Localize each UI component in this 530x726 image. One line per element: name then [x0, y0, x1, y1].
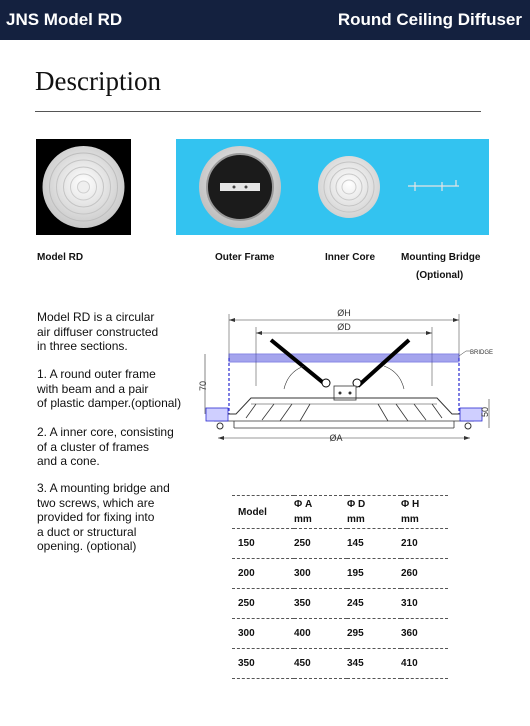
mounting-bridge-image [408, 180, 459, 191]
cell-phi-d: 195 [347, 568, 364, 579]
spec-table [232, 495, 448, 679]
cell-phi-h: 360 [401, 628, 418, 639]
cell-model: 300 [238, 628, 255, 639]
components-photo [176, 139, 489, 235]
caption-mounting-bridge: Mounting Bridge [401, 252, 481, 263]
cross-section-drawing [196, 306, 496, 456]
dim-d-label: ØD [337, 322, 351, 332]
spec-table-header [232, 496, 448, 529]
product-name: Round Ceiling Diffuser [337, 10, 522, 29]
cell-model: 350 [238, 658, 255, 669]
description-item-1: 1. A round outer frame with beam and a pair of plastic damper.(optional) [37, 367, 182, 410]
cell-phi-d: 145 [347, 538, 364, 549]
table-row [232, 619, 448, 649]
cell-phi-d: 295 [347, 628, 364, 639]
cell-phi-h: 310 [401, 598, 418, 609]
caption-outer-frame: Outer Frame [215, 252, 275, 263]
cell-phi-a: 300 [294, 568, 311, 579]
cell-phi-h: 410 [401, 658, 418, 669]
cell-phi-a: 250 [294, 538, 311, 549]
cell-phi-d: 345 [347, 658, 364, 669]
dim-h-label: ØH [337, 308, 351, 318]
cell-phi-a: 350 [294, 598, 311, 609]
caption-model-rd: Model RD [37, 252, 84, 263]
cell-phi-a: 450 [294, 658, 311, 669]
cell-phi-d: 245 [347, 598, 364, 609]
outer-frame-image [199, 146, 281, 228]
table-row [232, 649, 448, 679]
cell-phi-a: 400 [294, 628, 311, 639]
description-item-3: 3. A mounting bridge and two screws, which are provided for fixing into a duct or structural opening. (optional) [37, 481, 170, 553]
model-rd-photo [36, 139, 131, 235]
section-title: Description [35, 66, 161, 96]
inner-core-image [318, 156, 380, 218]
bridge-label: BRIDGE [470, 350, 494, 356]
page-header [0, 0, 530, 40]
table-row [232, 559, 448, 589]
description-item-2: 2. A inner core, consisting of a cluster of frames and a cone. [37, 425, 174, 468]
cell-model: 150 [238, 538, 255, 549]
dim-a-label: ØA [329, 433, 343, 443]
description-intro: Model RD is a circular air diffuser constructed in three sections. [37, 310, 159, 353]
cell-phi-h: 210 [401, 538, 418, 549]
header-model: Model [238, 506, 267, 518]
caption-inner-core: Inner Core [325, 252, 376, 263]
caption-mounting-bridge-note: (Optional) [416, 270, 464, 281]
height-70-label: 70 [198, 380, 208, 392]
header-phi-a: Φ A mm [294, 499, 313, 525]
table-row [232, 529, 448, 559]
cell-phi-h: 260 [401, 568, 418, 579]
header-phi-h: Φ H mm [401, 499, 420, 525]
header-phi-d: Φ D mm [347, 499, 366, 525]
cell-model: 200 [238, 568, 255, 579]
cell-model: 250 [238, 598, 255, 609]
table-row [232, 589, 448, 619]
height-50-label: 50 [480, 406, 490, 418]
model-name: JNS Model RD [6, 10, 123, 29]
title-divider [35, 111, 481, 112]
